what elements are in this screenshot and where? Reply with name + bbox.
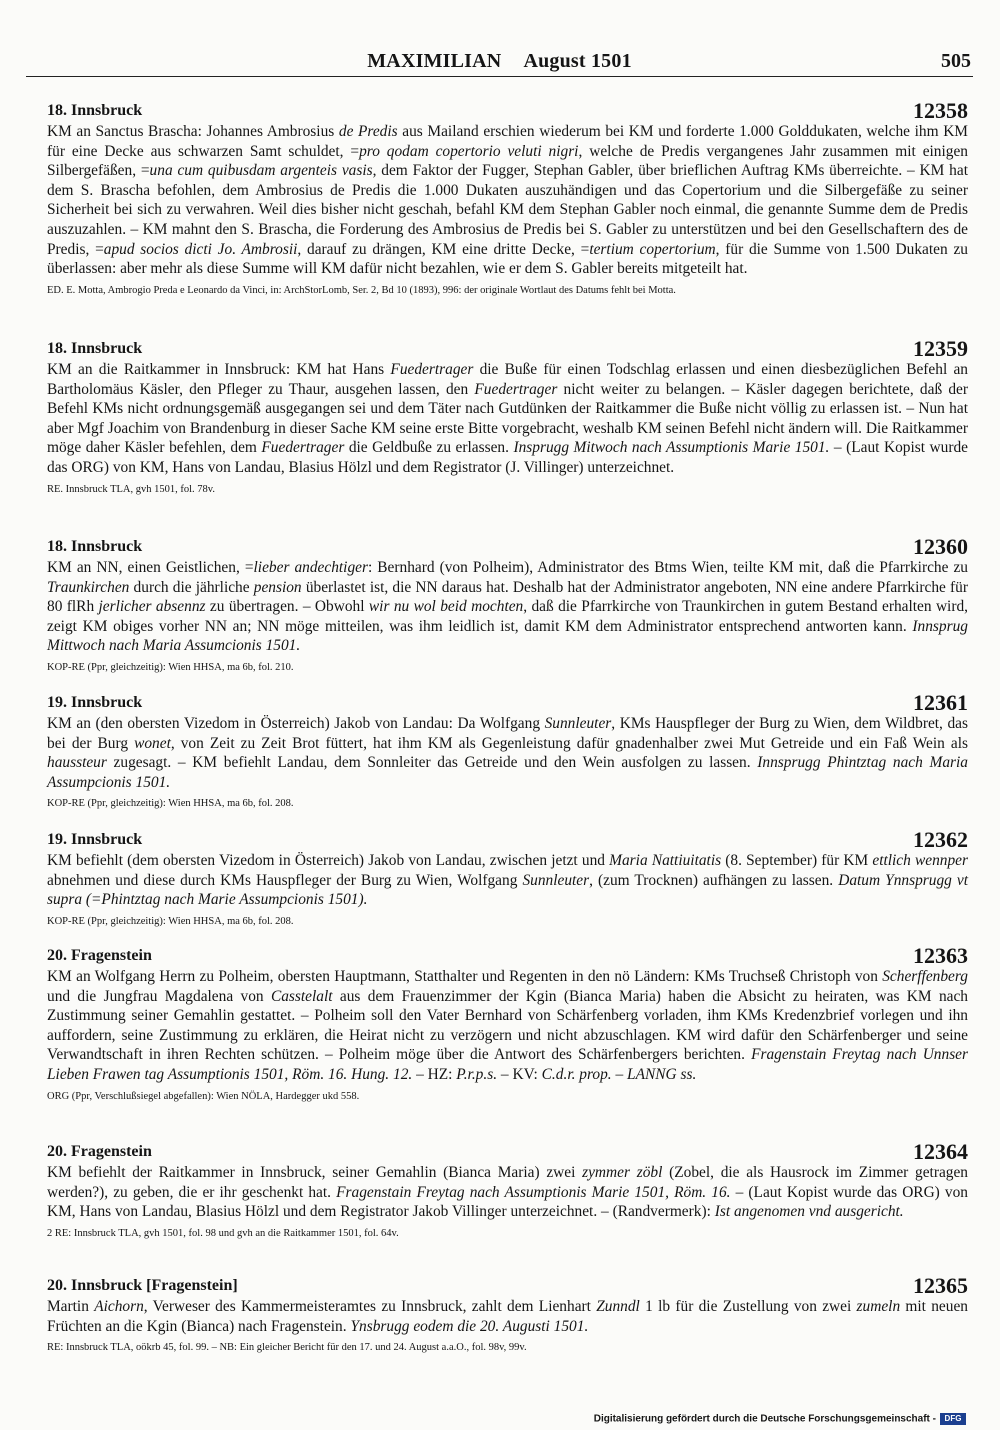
- entry-head: [47, 829, 968, 851]
- entry-source: 2 RE: Innsbruck TLA, gvh 1501, fol. 98 und gvh an die Raitkammer 1501, fol. 64v.: [47, 1227, 399, 1239]
- text-run: KM an die Raitkammer in Innsbruck: KM hat Hans: [47, 361, 391, 378]
- entry-place: 20. Innsbruck [Fragenstein]: [47, 1277, 238, 1294]
- dfg-logo: DFG: [940, 1413, 966, 1425]
- entry-source: KOP-RE (Ppr, gleichzeitig): Wien HHSA, ma 6b, fol. 210.: [47, 661, 294, 673]
- text-run: KM an (den obersten Vizedom in Österreich) Jakob von Landau: Da Wolfgang: [47, 715, 545, 732]
- regest-entry: [47, 338, 968, 496]
- entry-head: [47, 1275, 968, 1297]
- italic-run: Fuedertrager: [261, 439, 345, 457]
- italic-run: Maria Nattiuitatis: [609, 852, 722, 869]
- italic-run: wonet: [134, 734, 171, 752]
- italic-run: Scherffenberg: [882, 968, 968, 985]
- italic-run: Traunkirchen: [47, 578, 130, 596]
- entry-head: [47, 692, 968, 714]
- title-name: MAXIMILIAN: [367, 50, 502, 72]
- text-run: (Zobel, die als Hausrock im Zimmer getragen werden?), zu geben, die er ihr geschenkt hat.: [47, 1164, 969, 1201]
- text-run: KM an NN, einen Geistlichen, =: [47, 559, 254, 576]
- text-run: : Bernhard (von Polheim), Administrator des Btms Wien, teilte KM mit, daß die Pfarrkirche zu: [367, 559, 968, 576]
- italic-run: zumeln: [856, 1298, 901, 1315]
- text-run: – (Laut Kopist wurde das ORG) von KM, Hans von Landau, Blasius Hölzl und dem Registrator Jakob Villinger unterzeichnet. – (Randvermerk):: [47, 1183, 969, 1221]
- regest-entry: [47, 100, 968, 297]
- page-number: 505: [941, 50, 971, 72]
- entry-number: 12363: [913, 943, 968, 968]
- regest-entry: [47, 1141, 968, 1240]
- text-run: KM befiehlt (dem obersten Vizedom in Österreich) Jakob von Landau, zwischen jetzt und: [47, 852, 610, 869]
- entry-number: 12365: [913, 1273, 968, 1298]
- italic-run: pro qodam copertorio veluti nigri: [359, 142, 579, 160]
- entry-number: 12362: [913, 827, 968, 852]
- entry-place: 18. Innsbruck: [47, 102, 143, 119]
- entry-head: [47, 100, 968, 122]
- italic-run: zymmer zöbl: [582, 1164, 663, 1181]
- text-run: , welche de Predis vergangenes Jahr zusammen mit einigen Silbergefäßen, =: [47, 142, 968, 180]
- italic-run: Innsprugg Phintztag nach Maria Assumpcionis 1501.: [47, 754, 968, 791]
- entry-text: [47, 1297, 968, 1336]
- italic-run: Sunnleuter: [544, 715, 612, 732]
- text-run: mit neuen Früchten an die Kgin (Bianca) nach Fragenstein.: [47, 1298, 968, 1335]
- entry-text: [47, 851, 968, 910]
- italic-run: Innsprug Mittwoch nach Maria Assumcionis 1501.: [47, 617, 968, 655]
- title-date: August 1501: [523, 50, 632, 72]
- italic-run: Aichorn: [94, 1298, 144, 1315]
- text-run: KM an Sanctus Brascha: Johannes Ambrosius: [47, 123, 339, 140]
- text-run: , darauf zu drängen, KM eine dritte Decke, =: [297, 240, 590, 258]
- italic-run: Insprugg Mitwoch nach Assumptionis Marie 1501.: [513, 439, 830, 457]
- entry-number: 12358: [913, 98, 968, 123]
- text-run: , KMs Hauspfleger der Burg zu Wien, dem Wildbret, das bei der Burg: [47, 715, 968, 752]
- text-run: , daß die Pfarrkirche von Traunkirchen in gutem Bestand erhalten wird, zeigt KM obiges vorher NN an; NN möge mitteilen, was ihm leidlich ist, damit KM dem Administrator entsprechend antworten kann.: [47, 598, 969, 635]
- italic-run: jerlicher absennz: [98, 598, 206, 616]
- entry-text: [47, 558, 968, 656]
- entry-head: [47, 1141, 968, 1163]
- italic-run: P.r.p.s.: [456, 1065, 498, 1083]
- text-run: (8. September) für KM: [721, 852, 873, 869]
- text-run: – (Laut Kopist wurde das ORG) von KM, Hans von Landau, Blasius Hölzl und dem Registrator (J. Villinger) unterzeichnet.: [47, 439, 968, 476]
- italic-run: ettlich wennper: [872, 852, 969, 869]
- entry-source: ORG (Ppr, Verschlußsiegel abgefallen): Wien NÖLA, Hardegger ukd 558.: [47, 1090, 360, 1102]
- entry-number: 12359: [913, 336, 968, 361]
- italic-run: Sunnleuter: [522, 871, 590, 889]
- text-run: , dem Faktor der Fugger, Stephan Gabler, über brieflichen Auftrag KMs überreichte. – KM hat dem S. Brascha befohlen, dem Ambrosius de Predis die 1.000 Dukaten auszuhändigen und das Copertorium und die Silbergefäße zu seiner Sicherheit bei sich zu verwahren. Weil dies bisher nicht geschah, befahl KM dem Stephan Gabler noch einmal, die genannte Summe dem de Predis auszuzahlen. – KM mahnt den S. Brascha, die Forderung des Ambrosius de Predis bei S. Gabler zu unterstützen und bei den Gesellschaftern des de Predis, =: [47, 162, 968, 258]
- text-run: aus dem Frauenzimmer der Kgin (Bianca Maria) haben die Absicht zu heiraten, was KM nach Zustimmung seiner Gemahlin gestattet. – Polheim soll den Vater Bernhard von Schärfenberg vorladen, ihm KMs Kredenzbrief vorlegen und ihn auffordern, seine Zustimmung zu erklären, die Heirat nicht zu verzögern und nicht abzuschlagen. KM wird dafür den Schärfenberger und seine Verwandtschaft in ihren Rechten schützen. – Polheim möge über die Antwort des Schärfenbergers berichten.: [47, 987, 969, 1064]
- header-rule: [26, 76, 973, 77]
- text-run: die Buße für einen Todschlag erlassen und einen diesbezüglichen Befehl an Bartholomäus Käsler, den Pfleger zu Thaur, ausgehen lassen, den: [47, 361, 969, 398]
- entry-text: [47, 122, 968, 279]
- italic-run: lieber andechtiger: [253, 559, 368, 576]
- text-run: KM befiehlt der Raitkammer in Innsbruck, seiner Gemahlin (Bianca Maria) zwei: [47, 1164, 583, 1181]
- footer-text: Digitalisierung gefördert durch die Deutsche Forschungsgemeinschaft -: [593, 1413, 936, 1425]
- italic-run: Fragenstain Freytag nach Assumptionis Marie 1501, Röm. 16.: [336, 1183, 731, 1201]
- text-run: , von Zeit zu Zeit Brot füttert, hat ihm KM als Gegenleistung dafür gnadenhalber zwei Mut Getreide und ein Faß Wein als: [170, 734, 968, 752]
- funding-footer: [594, 1413, 966, 1425]
- entry-source: RE: Innsbruck TLA, oökrb 45, fol. 99. – NB: Ein gleicher Bericht für den 17. und 24. August a.a.O., fol. 98v, 99v.: [47, 1342, 527, 1354]
- text-run: zugesagt. – KM befiehlt Landau, dem Sonnleiter das Getreide und den Wein ausfolgen zu lassen.: [106, 754, 758, 772]
- italic-run: Ynsbrugg eodem die 20. Augusti 1501.: [350, 1317, 589, 1335]
- entry-source: KOP-RE (Ppr, gleichzeitig): Wien HHSA, ma 6b, fol. 208.: [47, 915, 294, 927]
- italic-run: tertium copertorium: [589, 240, 716, 258]
- italic-run: Fuedertrager: [390, 361, 474, 378]
- italic-run: C.d.r. prop. – LANNG ss.: [541, 1065, 697, 1083]
- italic-run: wir nu wol beid mochten: [368, 598, 524, 616]
- text-run: , (zum Trocknen) aufhängen zu lassen.: [589, 871, 839, 889]
- text-run: zu übertragen. – Obwohl: [205, 598, 369, 616]
- italic-run: apud socios dicti Jo. Ambrosii: [103, 240, 298, 258]
- entry-text: [47, 967, 968, 1085]
- entry-place: 19. Innsbruck: [47, 831, 143, 848]
- text-run: KM an Wolfgang Herrn zu Polheim, obersten Hauptmann, Statthalter und Regenten in den nö Ländern: KMs Truchseß Christoph von: [47, 968, 883, 985]
- entry-place: 20. Fragenstein: [47, 947, 152, 964]
- italic-run: Fragenstain Freytag nach Unnser Lieben Frawen tag Assumptionis 1501, Röm. 16. Hung. 12.: [47, 1046, 969, 1083]
- entry-place: 18. Innsbruck: [47, 538, 143, 555]
- entry-text: [47, 360, 968, 478]
- italic-run: una cum quibusdam argenteis vasis: [149, 162, 373, 180]
- entry-head: [47, 338, 968, 360]
- entry-place: 18. Innsbruck: [47, 340, 143, 357]
- text-run: und die Jungfrau Magdalena von: [47, 987, 271, 1005]
- entry-place: 19. Innsbruck: [47, 694, 143, 711]
- entry-place: 20. Fragenstein: [47, 1143, 152, 1160]
- running-head: [26, 46, 973, 76]
- text-run: – HZ:: [412, 1065, 457, 1083]
- entry-text: [47, 714, 968, 792]
- regest-entry: [47, 536, 968, 674]
- regest-entry: [47, 829, 968, 928]
- italic-run: de Predis: [338, 123, 398, 140]
- text-run: , für die Summe von 1.500 Dukaten zu überlassen: aber mehr als diese Summe will KM dafür nicht bezahlen, wie er dem S. Gabler bereits mitgeteilt hat.: [47, 240, 968, 278]
- entry-head: [47, 945, 968, 967]
- text-run: nicht weiter zu belangen. – Käsler dagegen berichtete, daß der Befehl KMs nicht ordnungsgemäß ausgegangen sei und dem Täter nach Gutdünken der Raitkammer die Buße nicht völlig zu erlassen ist. – Nun hat aber Mgf Joachim von Brandenburg in dieser Sache KM seine erste Bitte vorgebracht, weshalb KM seinen Befehl nicht ändern will. Die Raitkammer möge daher Käsler befehlen, dem: [47, 380, 968, 457]
- text-run: , Verweser des Kammermeisteramtes zu Innsbruck, zahlt dem Lienhart: [143, 1298, 597, 1315]
- text-run: – KV:: [497, 1065, 542, 1083]
- entry-source: ED. E. Motta, Ambrogio Preda e Leonardo da Vinci, in: ArchStorLomb, Ser. 2, Bd 10 (1893), 996: der originale Wortlaut des Datums fehlt bei Motta.: [47, 284, 676, 296]
- entry-number: 12361: [913, 690, 968, 715]
- entry-head: [47, 536, 968, 558]
- regest-entry: [47, 1275, 968, 1354]
- entry-source: RE. Innsbruck TLA, gvh 1501, fol. 78v.: [47, 483, 215, 495]
- text-run: abnehmen und diese durch KMs Hauspfleger der Burg zu Wien, Wolfgang: [47, 871, 523, 889]
- text-run: durch die jährliche: [129, 578, 254, 596]
- text-run: Martin: [47, 1298, 95, 1315]
- italic-run: haussteur: [47, 754, 107, 772]
- text-run: 1 lb für die Zustellung von zwei: [639, 1298, 857, 1315]
- italic-run: Casstelalt: [270, 987, 333, 1005]
- page-title: [26, 46, 973, 76]
- italic-run: Ist angenomen vnd ausgericht.: [714, 1203, 904, 1221]
- entry-source: KOP-RE (Ppr, gleichzeitig): Wien HHSA, ma 6b, fol. 208.: [47, 798, 294, 810]
- italic-run: pension: [253, 578, 302, 596]
- text-run: überlastet ist, die NN daraus hat. Deshalb hat der Administrator angeboten, NN eine andere Pfarrkirche für 80 flRh: [47, 578, 968, 616]
- italic-run: Datum Ynnsprugg vt supra (=Phintztag nach Marie Assumpcionis 1501).: [47, 871, 968, 909]
- regest-entry: [47, 692, 968, 810]
- italic-run: Zunndl: [596, 1298, 640, 1315]
- italic-run: Fuedertrager: [474, 380, 558, 398]
- regest-entry: [47, 945, 968, 1103]
- entry-text: [47, 1163, 968, 1222]
- text-run: aus Mailand erschien wiederum bei KM und forderte 1.000 Golddukaten, welche ihm KM für eine Decke aus schwarzen Samt schuldet, =: [47, 123, 968, 160]
- entry-number: 12364: [913, 1139, 968, 1164]
- entry-number: 12360: [913, 534, 968, 559]
- text-run: die Geldbuße zu erlassen.: [344, 439, 514, 457]
